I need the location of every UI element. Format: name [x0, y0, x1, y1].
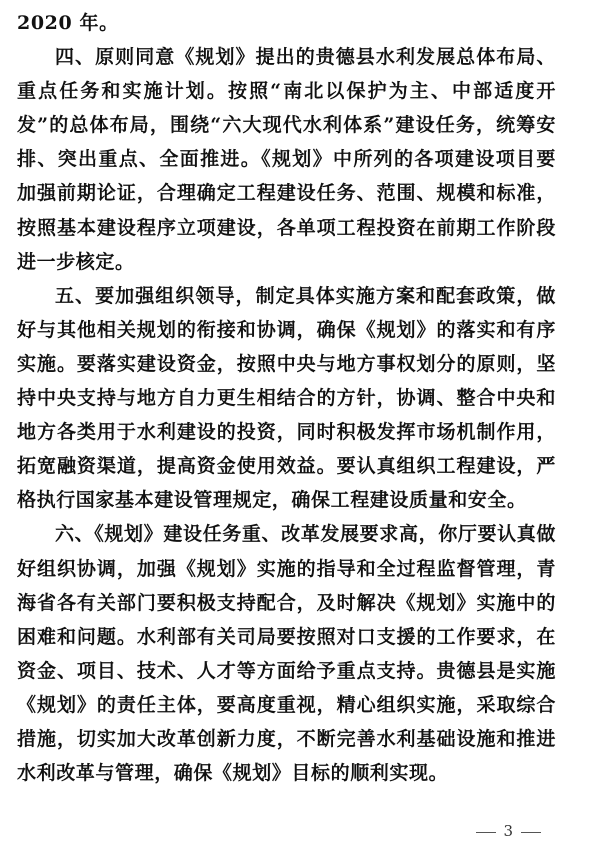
- paragraph-continuation: 2020 年。: [17, 12, 119, 34]
- footer-left-dash: [476, 832, 496, 833]
- paragraph-section-four: 四、原则同意《规划》提出的贵德县水利发展总体布局、重点任务和实施计划。按照“南北以保护为主、中部适度开发”的总体布局，围绕“六大现代水利体系”建设任务，统筹安排、突出重点、全面推进。《规划》中所列的各项建设项目要加强前期论证，合理确定工程建设任务、范围、规模和标准，按照基本建设程序立项建设，各单项工程投资在前期工作阶段进一步核定。: [17, 46, 556, 273]
- paragraph-section-five: 五、要加强组织领导，制定具体实施方案和配套政策，做好与其他相关规划的衔接和协调，确保《规划》的落实和有序实施。要落实建设资金，按照中央与地方事权划分的原则，坚持中央支持与地方自力更生相结合的方针，协调、整合中央和地方各类用于水利建设的投资，同时积极发挥市场机制作用，拓宽融资渠道，提高资金使用效益。要认真组织工程建设，严格执行国家基本建设管理规定，确保工程建设质量和安全。: [17, 284, 556, 512]
- page-footer: [469, 822, 548, 840]
- footer-right-dash: [521, 832, 541, 833]
- page-number: 3: [503, 822, 514, 840]
- paragraph-section-six: 六、《规划》建设任务重、改革发展要求高，你厅要认真做好组织协调，加强《规划》实施的指导和全过程监督管理，青海省各有关部门要积极支持配合，及时解决《规划》实施中的困难和问题。水利部有关司局要按照对口支援的工作要求，在资金、项目、技术、人才等方面给予重点支持。贵德县是实施《规划》的责任主体，要高度重视，精心组织实施，采取综合措施，切实加大改革创新力度，不断完善水利基础设施和推进水利改革与管理，确保《规划》目标的顺利实现。: [17, 523, 556, 785]
